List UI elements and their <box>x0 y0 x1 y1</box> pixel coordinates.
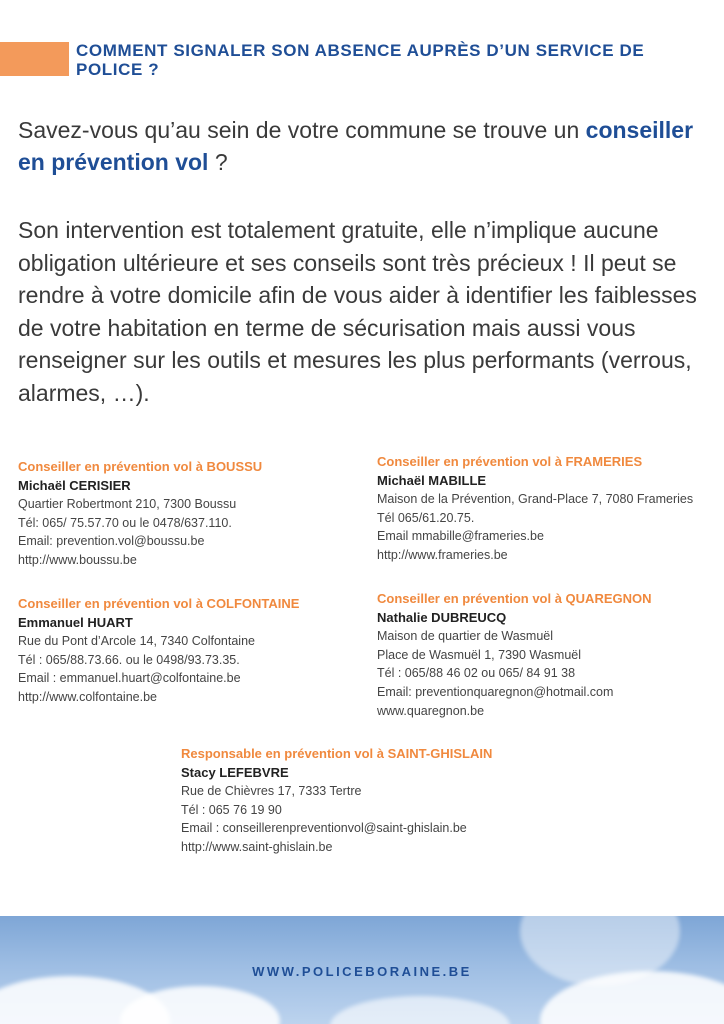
intro-highlight: conseiller en prévention vol <box>18 117 694 175</box>
contact-name: Stacy LEFEBVRE <box>181 764 289 780</box>
contact-email[interactable]: Email: preventionquaregnon@hotmail.com <box>377 684 614 699</box>
contact-phone: Tél : 065/88 46 02 ou 065/ 84 91 38 <box>377 666 576 681</box>
contact-website[interactable]: http://www.colfontaine.be <box>18 689 157 704</box>
contact-saint-ghislain <box>181 745 492 857</box>
contact-frameries <box>377 453 693 565</box>
contact-address: Maison de la Prévention, Grand-Place 7, 7080 Frameries <box>377 492 694 507</box>
contact-email[interactable]: Email : conseillerenpreventionvol@saint-ghislain.be <box>181 821 467 836</box>
intro-text <box>18 114 708 178</box>
contact-quaregnon <box>377 590 652 720</box>
contact-phone: Tél : 065/88.73.66. ou le 0498/93.73.35. <box>18 652 240 667</box>
contact-address: Rue du Pont d’Arcole 14, 7340 Colfontaine <box>18 634 255 649</box>
accent-bar <box>0 42 69 76</box>
contact-phone: Tél : 065 76 19 90 <box>181 802 282 817</box>
contact-address-line-1: Maison de quartier de Wasmuël <box>377 629 554 644</box>
footer-sky-banner <box>0 916 724 1024</box>
contact-heading: Responsable en prévention vol à SAINT-GHISLAIN <box>181 746 493 761</box>
contact-website[interactable]: http://www.boussu.be <box>18 552 137 567</box>
contact-address-line-2: Place de Wasmuël 1, 7390 Wasmuël <box>377 647 582 662</box>
contact-address: Rue de Chièvres 17, 7333 Tertre <box>181 784 362 799</box>
contact-address: Quartier Robertmont 210, 7300 Boussu <box>18 497 237 512</box>
contact-name: Michaël MABILLE <box>377 472 487 488</box>
contact-website[interactable]: http://www.saint-ghislain.be <box>181 839 333 854</box>
contact-email[interactable]: Email mmabille@frameries.be <box>377 529 544 544</box>
contact-website[interactable]: www.quaregnon.be <box>377 703 485 718</box>
contact-heading: Conseiller en prévention vol à BOUSSU <box>18 459 263 474</box>
page-title: COMMENT SIGNALER SON ABSENCE AUPRÈS D’UN SERVICE DE POLICE ? <box>76 41 645 79</box>
contact-heading: Conseiller en prévention vol à QUAREGNON <box>377 591 652 606</box>
contact-phone: Tél: 065/ 75.57.70 ou le 0478/637.110. <box>18 515 232 530</box>
contact-name: Emmanuel HUART <box>18 614 133 630</box>
contact-heading: Conseiller en prévention vol à FRAMERIES <box>377 454 643 469</box>
intro-text-start: Savez-vous qu’au sein de votre commune se trouve un <box>18 117 586 143</box>
contact-name: Nathalie DUBREUCQ <box>377 609 507 625</box>
contact-website[interactable]: http://www.frameries.be <box>377 547 508 562</box>
contact-phone: Tél 065/61.20.75. <box>377 510 475 525</box>
intro-text-end: ? <box>208 149 228 175</box>
contact-name: Michaël CERISIER <box>18 477 131 493</box>
footer-website-link[interactable]: WWW.POLICEBORAINE.BE <box>252 964 472 979</box>
cloud-shape <box>330 996 510 1024</box>
description-paragraph: Son intervention est totalement gratuite, elle n’implique aucune obligation ultérieure et ses conseils sont très précieux ! Il peut se rendre à votre domicile afin de vous aider à identifier les faiblesses de votre habitation en terme de sécurisation mais aussi vous renseigner sur les outils et mesures les plus performants (verrous, alarmes, …). <box>18 217 697 406</box>
contact-boussu <box>18 458 262 570</box>
contact-email[interactable]: Email : emmanuel.huart@colfontaine.be <box>18 671 241 686</box>
contact-heading: Conseiller en prévention vol à COLFONTAINE <box>18 596 300 611</box>
contact-colfontaine <box>18 595 299 707</box>
contact-email[interactable]: Email: prevention.vol@boussu.be <box>18 534 205 549</box>
